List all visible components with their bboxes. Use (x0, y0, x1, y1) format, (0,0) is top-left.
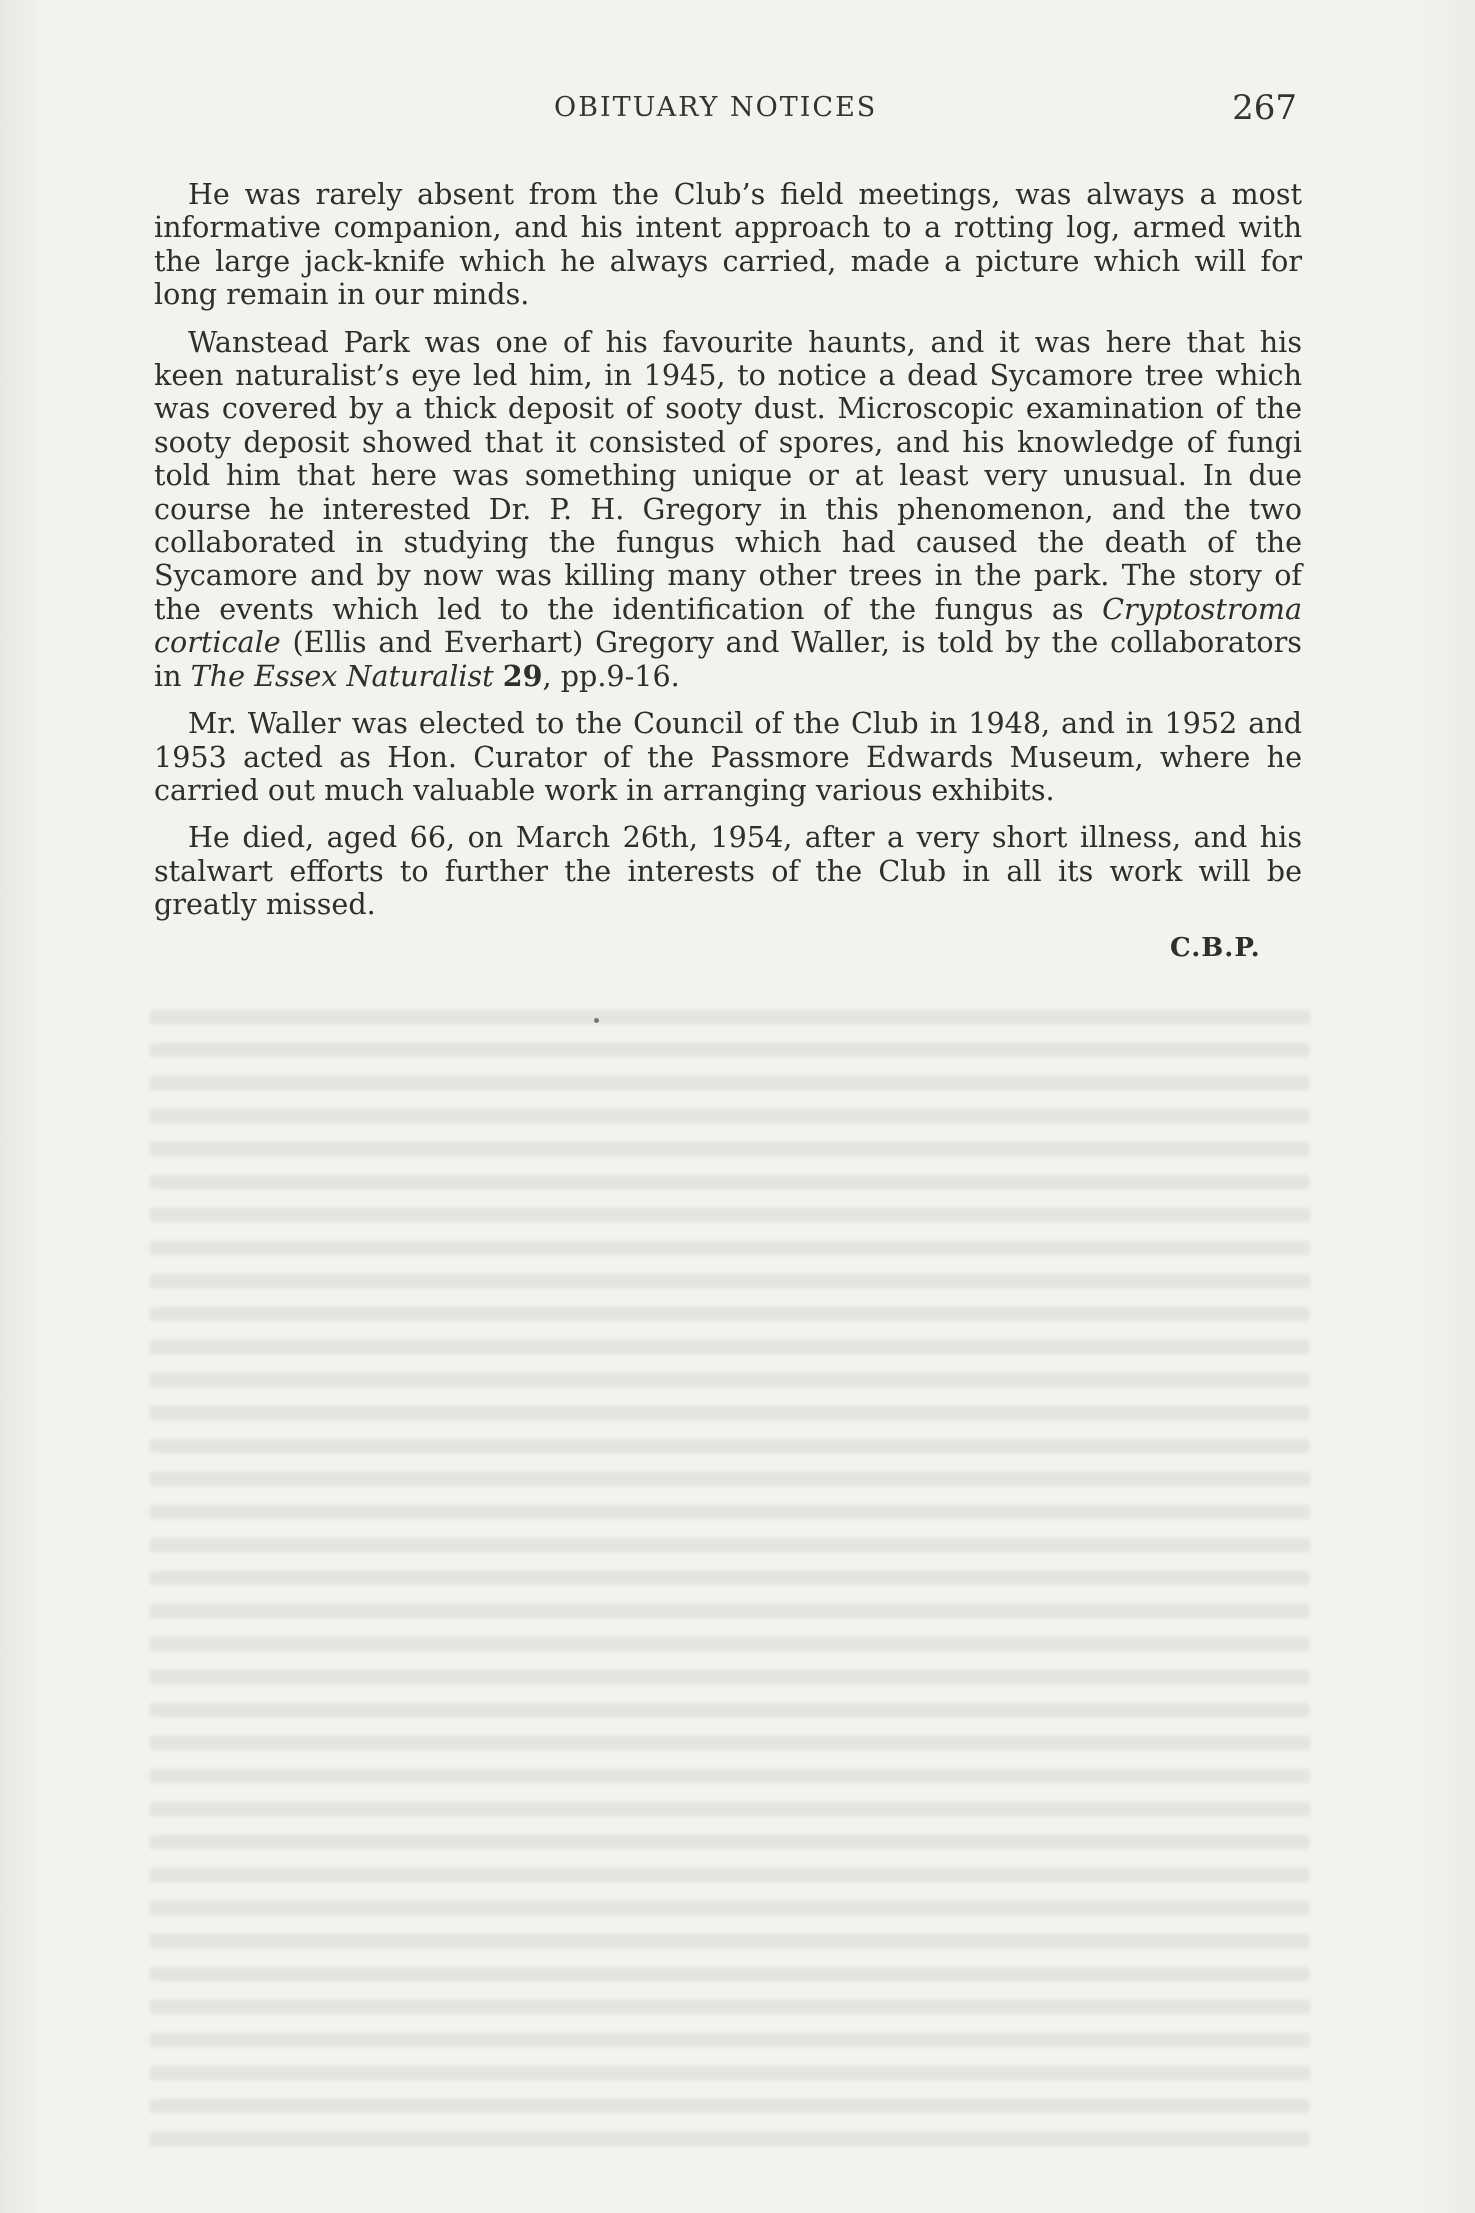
author-initials: C.B.P. (1170, 933, 1261, 963)
paragraph-death: He died, aged 66, on March 26th, 1954, after a very short illness, and his stalwart efforts to further the interests of the Club in all its work will be greatly missed. (154, 820, 1302, 922)
paragraph-council: Mr. Waller was elected to the Council of the Club in 1948, and in 1952 and 1953 acted as Hon. Curator of the Passmore Edwards Museum, where he carried out much valuable work in arranging various exhibits. (154, 706, 1302, 807)
paragraph-field-meetings: He was rarely absent from the Club’s field meetings, was always a most informative companion, and his intent approach to a rotting log, armed with the large jack-knife which he always carried, made a picture which will for long remain in our minds. (154, 177, 1302, 312)
ink-speck (594, 1018, 599, 1023)
page-number: 267 (1232, 88, 1297, 128)
paragraph-wanstead-park: Wanstead Park was one of his favourite haunts, and it was here that his keen naturalist’s eye led him, in 1945, to notice a dead Sycamore tree which was covered by a thick deposit of sooty dust. Microscopic examination of the sooty deposit showed that it consisted of spores, and his knowledge of fungi told him that here was something unique or at least very unusual. In due course he interested Dr. P. H. Gregory in this phenomenon, and the two collaborated in studying the fungus which had caused the death of the Sycamore and by now was killing many other trees in the park. The story of the events which led to the identification of the fungus as Cryptostroma corticale (Ellis and Everhart) Gregory and Waller, is told by the collaborators in The Essex Naturalist 29, pp.9-16. (154, 324, 1302, 693)
obituary-body (154, 178, 1302, 936)
show-through-texture (150, 1010, 1310, 2160)
running-title: OBITUARY NOTICES (554, 92, 878, 123)
page-header (0, 88, 1475, 128)
